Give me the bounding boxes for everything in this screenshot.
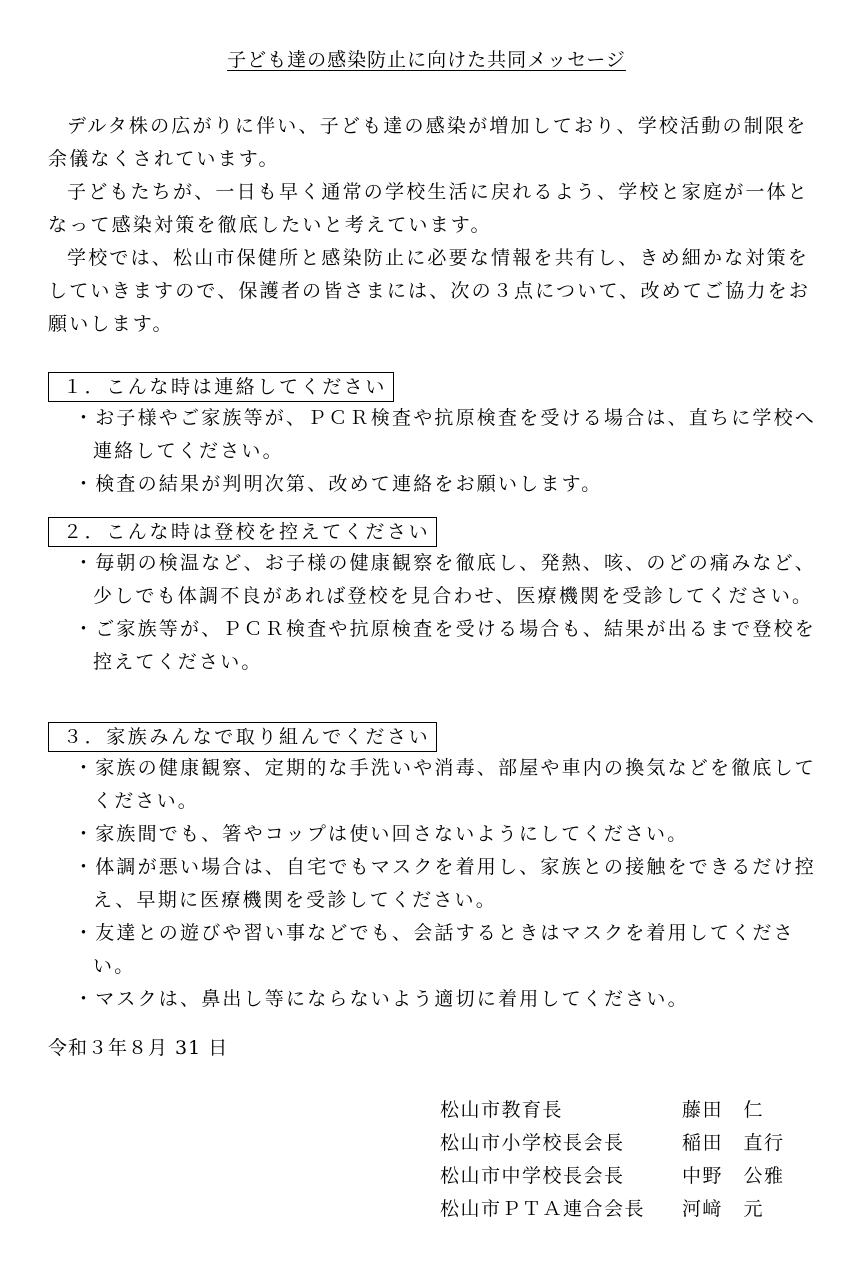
signature-role: 松山市小学校長会長 — [440, 1132, 625, 1154]
document-title — [0, 46, 853, 74]
signature-row — [440, 1160, 830, 1193]
section-contact — [48, 372, 828, 501]
signature-role: 松山市中学校長会長 — [440, 1165, 625, 1187]
bullet-item: ・検査の結果が判明次第、改めて連絡をお願いします。 — [74, 473, 603, 495]
section-heading: １．こんな時は連絡してください — [48, 372, 394, 402]
signature-block — [440, 1094, 830, 1226]
section-heading: ２．こんな時は登校を控えてください — [48, 517, 437, 547]
signature-name: 河﨑 元 — [682, 1198, 765, 1220]
bullet-item: ・お子様やご家族等が、ＰＣＲ検査や抗原検査を受ける場合は、直ちに学校へ連絡してください。 — [74, 407, 817, 462]
signature-row — [440, 1094, 830, 1127]
signature-role: 松山市教育長 — [440, 1099, 564, 1121]
signature-name: 稲田 直行 — [682, 1132, 785, 1154]
bullet-item: ・マスクは、鼻出し等にならないよう適切に着用してください。 — [74, 988, 689, 1010]
bullet-item: ・家族間でも、箸やコップは使い回さないようにしてください。 — [74, 823, 689, 845]
intro-text — [48, 110, 828, 341]
section-bullet-list — [48, 402, 828, 501]
section-heading: ３．家族みんなで取り組んでください — [48, 722, 437, 752]
bullet-item: ・毎朝の検温など、お子様の健康観察を徹底し、発熱、咳、のどの痛みなど、少しでも体調不良があれば登校を見合わせ、医療機関を受診してください。 — [74, 552, 817, 607]
intro-paragraph: 子どもたちが、一日も早く通常の学校生活に戻れるよう、学校と家庭が一体となって感染対策を徹底したいと考えています。 — [48, 181, 810, 236]
section-bullet-list — [48, 547, 828, 679]
signature-name: 藤田 仁 — [682, 1099, 765, 1121]
signature-name: 中野 公雅 — [682, 1165, 785, 1187]
section-bullet-list — [48, 752, 828, 1016]
signature-row — [440, 1127, 830, 1160]
bullet-item: ・友達との遊びや習い事などでも、会話するときはマスクを着用してください。 — [74, 922, 795, 977]
signature-row — [440, 1193, 830, 1226]
signature-role: 松山市ＰＴＡ連合会長 — [440, 1198, 646, 1220]
intro-paragraph: デルタ株の広がりに伴い、子ども達の感染が増加しており、学校活動の制限を余儀なくされています。 — [48, 115, 808, 170]
bullet-item: ・体調が悪い場合は、自宅でもマスクを着用し、家族との接触をできるだけ控え、早期に医療機関を受診してください。 — [74, 856, 817, 911]
document-date: 令和３年８月 31 日 — [48, 1037, 229, 1059]
section-family-efforts — [48, 722, 828, 1016]
document-title-text: 子ども達の感染防止に向けた共同メッセージ — [227, 49, 626, 71]
section-refrain-attendance — [48, 517, 828, 679]
intro-paragraph: 学校では、松山市保健所と感染防止に必要な情報を共有し、きめ細かな対策をしていきますので、保護者の皆さまには、次の３点について、改めてご協力をお願いします。 — [48, 247, 811, 335]
bullet-item: ・ご家族等が、ＰＣＲ検査や抗原検査を受ける場合も、結果が出るまで登校を控えてください。 — [74, 618, 817, 673]
bullet-item: ・家族の健康観察、定期的な手洗いや消毒、部屋や車内の換気などを徹底してください。 — [74, 757, 817, 812]
